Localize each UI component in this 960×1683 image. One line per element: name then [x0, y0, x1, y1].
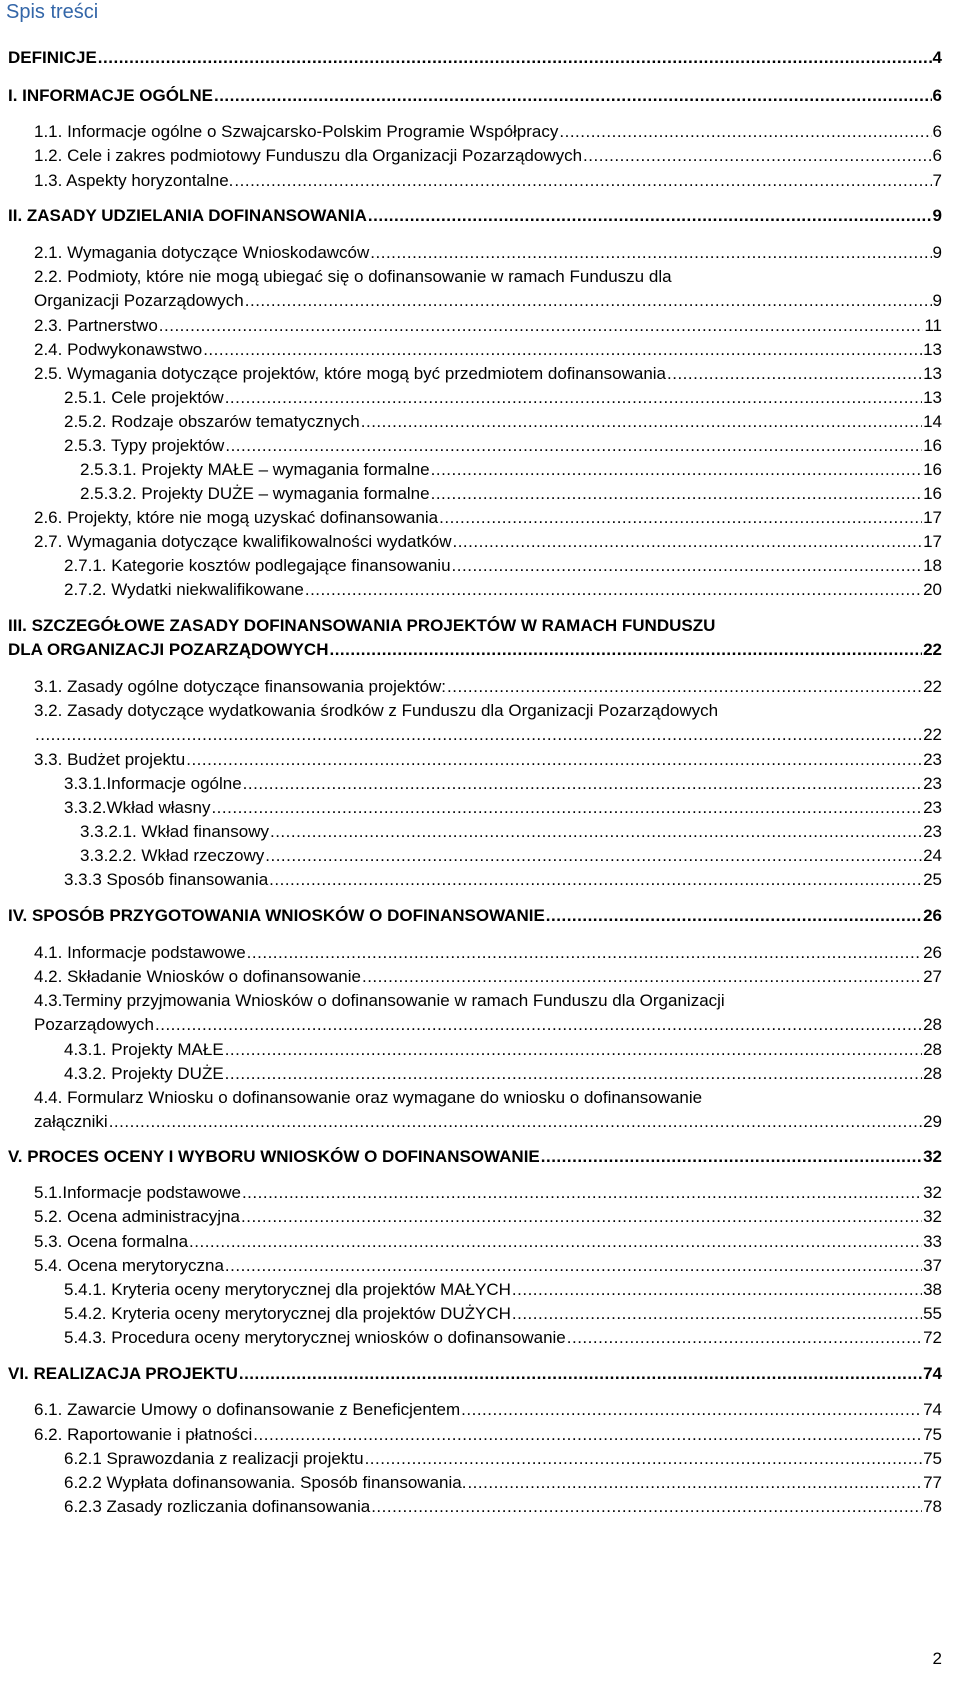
toc-page-number: 22 — [923, 640, 942, 659]
toc-page-number: 28 — [923, 1064, 942, 1083]
dot-leader — [214, 86, 932, 106]
toc-entry-link[interactable] — [34, 146, 942, 166]
toc-entry-link[interactable] — [34, 750, 942, 770]
toc-entry-link[interactable] — [80, 484, 942, 504]
toc-entry-text: załączniki — [34, 1112, 108, 1131]
toc-entry-text: 6.2.1 Sprawozdania z realizacji projektu — [64, 1449, 364, 1468]
toc-entry-link[interactable] — [64, 388, 942, 408]
toc-page-number: 32 — [923, 1183, 942, 1202]
toc-heading: Spis treści — [6, 1, 99, 23]
toc-entry-text: II. ZASADY UDZIELANIA DOFINANSOWANIA — [8, 206, 367, 225]
toc-page-number: 22 — [923, 677, 942, 696]
toc-entry-text: 5.2. Ocena administracyjna — [34, 1207, 240, 1226]
toc-entry-text: 4.3.2. Projekty DUŻE — [64, 1064, 224, 1083]
dot-leader — [305, 580, 922, 600]
toc-entry-link[interactable] — [34, 243, 942, 263]
toc-entry-text: 2.3. Partnerstwo — [34, 316, 158, 335]
toc-entry-text: 1.3. Aspekty horyzontalne. — [34, 171, 234, 190]
toc-page-number: 78 — [923, 1497, 942, 1516]
toc-entry-text: 6.2.3 Zasady rozliczania dofinansowania — [64, 1497, 371, 1516]
toc-entry-link[interactable] — [34, 340, 942, 360]
toc-entry-text: 2.5.1. Cele projektów — [64, 388, 224, 407]
toc-entry-link[interactable] — [64, 798, 942, 818]
dot-leader — [159, 316, 924, 336]
dot-leader — [98, 48, 932, 68]
toc-chapter-link[interactable] — [8, 48, 942, 68]
toc-entry-text: 5.4.1. Kryteria oceny merytorycznej dla projektów MAŁYCH — [64, 1280, 511, 1299]
toc-entry-link[interactable] — [64, 436, 942, 456]
toc-page-number: 11 — [924, 316, 942, 335]
dot-leader — [225, 436, 922, 456]
toc-page-number: 17 — [923, 532, 942, 551]
dot-leader — [467, 1473, 922, 1493]
toc-chapter-link[interactable] — [8, 640, 942, 660]
dot-leader — [225, 1256, 922, 1276]
toc-entry-link[interactable] — [34, 677, 942, 697]
toc-entry-text: 3.1. Zasady ogólne dotyczące finansowania projektów: — [34, 677, 447, 696]
toc-entry-text: 2.4. Podwykonawstwo — [34, 340, 203, 359]
dot-leader — [189, 1232, 922, 1252]
toc-entry-title: 2.2. Podmioty, które nie mogą ubiegać się o dofinansowanie w ramach Funduszu dla — [34, 267, 672, 286]
toc-page-number: 23 — [923, 798, 942, 817]
dot-leader — [362, 967, 922, 987]
toc-entry-link[interactable] — [34, 1207, 942, 1227]
toc-page-number: 20 — [923, 580, 942, 599]
dot-leader — [245, 291, 932, 311]
toc-page-number: 16 — [923, 436, 942, 455]
dot-leader — [368, 206, 932, 226]
dot-leader — [365, 1449, 923, 1469]
toc-entry-text: I. INFORMACJE OGÓLNE — [8, 86, 213, 105]
toc-entry-link[interactable] — [34, 1256, 942, 1276]
dot-leader — [461, 1400, 922, 1420]
dot-leader — [329, 640, 922, 660]
toc-page-number: 22 — [923, 725, 942, 744]
dot-leader — [447, 677, 922, 697]
dot-leader — [234, 171, 931, 191]
dot-leader — [270, 822, 922, 842]
toc-entry-text: 2.7.1. Kategorie kosztów podlegające finansowaniu — [64, 556, 451, 575]
toc-entry-link[interactable] — [34, 122, 942, 142]
dot-leader — [265, 846, 922, 866]
toc-entry-text: V. PROCES OCENY I WYBORU WNIOSKÓW O DOFINANSOWANIE — [8, 1147, 540, 1166]
toc-entry-text: 3.3.1.Informacje ogólne — [64, 774, 242, 793]
toc-entry-link[interactable] — [34, 171, 942, 191]
toc-entry-text: 3.3.3 Sposób finansowania — [64, 870, 269, 889]
toc-entry-text: 4.1. Informacje podstawowe — [34, 943, 246, 962]
dot-leader — [35, 725, 922, 745]
dot-leader — [239, 1364, 922, 1384]
toc-entry-link[interactable] — [80, 846, 942, 866]
dot-leader — [361, 412, 922, 432]
toc-entry-text: 3.3.2.Wkład własny — [64, 798, 211, 817]
toc-chapter-link[interactable] — [8, 1147, 942, 1167]
toc-page-number: 13 — [923, 364, 942, 383]
toc-page-number: 13 — [923, 340, 942, 359]
toc-page-number: 74 — [923, 1400, 942, 1419]
toc-entry-text: 3.3. Budżet projektu — [34, 750, 186, 769]
toc-entry-link[interactable] — [80, 822, 942, 842]
dot-leader — [431, 484, 922, 504]
toc-entry-link[interactable] — [64, 1328, 942, 1348]
dot-leader — [242, 1183, 922, 1203]
dot-leader — [370, 243, 931, 263]
toc-entry-title: 4.4. Formularz Wniosku o dofinansowanie oraz wymagane do wniosku o dofinansowanie — [34, 1088, 703, 1107]
dot-leader — [541, 1147, 922, 1167]
toc-entry-text: 5.4.2. Kryteria oceny merytorycznej dla projektów DUŻYCH — [64, 1304, 511, 1323]
toc-page-number: 14 — [923, 412, 942, 431]
toc-page-number: 6 — [932, 122, 942, 141]
toc-entry-text: Organizacji Pozarządowych — [34, 291, 244, 310]
toc-entry-text: 4.3.1. Projekty MAŁE — [64, 1040, 224, 1059]
toc-page-number: 4 — [932, 48, 942, 67]
toc-entry-link[interactable] — [34, 532, 942, 552]
dot-leader — [512, 1304, 922, 1324]
toc-entry-link[interactable] — [64, 870, 942, 890]
toc-entry-link[interactable] — [64, 580, 942, 600]
toc-entry-text: 2.5.2. Rodzaje obszarów tematycznych — [64, 412, 360, 431]
dot-leader — [247, 943, 922, 963]
toc-chapter-link[interactable] — [8, 206, 942, 226]
toc-entry-link[interactable] — [64, 1064, 942, 1084]
toc-entry-text: VI. REALIZACJA PROJEKTU — [8, 1364, 238, 1383]
toc-page-number: 24 — [923, 846, 942, 865]
toc-entry-title: 4.3.Terminy przyjmowania Wniosków o dofinansowanie w ramach Funduszu dla Organizacji — [34, 991, 725, 1010]
dot-leader — [225, 1064, 922, 1084]
toc-entry-text: 6.2. Raportowanie i płatności — [34, 1425, 253, 1444]
toc-page-number: 28 — [923, 1040, 942, 1059]
toc-page-number: 26 — [923, 943, 942, 962]
toc-page-number: 32 — [923, 1207, 942, 1226]
toc-entry-link[interactable] — [34, 508, 942, 528]
toc-page-number: 17 — [923, 508, 942, 527]
toc-entry-text: DEFINICJE — [8, 48, 97, 67]
toc-page-number: 29 — [923, 1112, 942, 1131]
dot-leader — [559, 122, 931, 142]
toc-entry-text: 2.5.3.2. Projekty DUŻE – wymagania formalne — [80, 484, 430, 503]
toc-page-number: 18 — [923, 556, 942, 575]
toc-page-number: 23 — [923, 750, 942, 769]
toc-page-number: 75 — [923, 1449, 942, 1468]
dot-leader — [253, 1425, 922, 1445]
toc-entry-link[interactable] — [80, 460, 942, 480]
dot-leader — [225, 1040, 922, 1060]
toc-entry-text: 3.3.2.1. Wkład finansowy — [80, 822, 269, 841]
toc-page-number: 75 — [923, 1425, 942, 1444]
toc-entry-text: 2.5.3.1. Projekty MAŁE – wymagania formalne — [80, 460, 430, 479]
toc-entry-link[interactable] — [34, 725, 942, 745]
toc-entry-title: III. SZCZEGÓŁOWE ZASADY DOFINANSOWANIA PROJEKTÓW W RAMACH FUNDUSZU — [8, 616, 716, 635]
toc-entry-text: 2.1. Wymagania dotyczące Wnioskodawców — [34, 243, 370, 262]
toc-entry-text: 2.5. Wymagania dotyczące projektów, które mogą być przedmiotem dofinansowania — [34, 364, 667, 383]
dot-leader — [211, 798, 922, 818]
toc-page-number: 28 — [923, 1015, 942, 1034]
toc-entry-text: 5.3. Ocena formalna — [34, 1232, 189, 1251]
toc-page-number: 13 — [923, 388, 942, 407]
toc-entry-link[interactable] — [64, 1473, 942, 1493]
toc-page-number: 55 — [923, 1304, 942, 1323]
dot-leader — [431, 460, 922, 480]
toc-page-number: 9 — [932, 243, 942, 262]
toc-entry-text: 4.2. Składanie Wniosków o dofinansowanie — [34, 967, 361, 986]
dot-leader — [241, 1207, 922, 1227]
toc-entry-text: 6.2.2 Wypłata dofinansowania. Sposób finansowania. — [64, 1473, 467, 1492]
dot-leader — [371, 1497, 922, 1517]
dot-leader — [667, 364, 922, 384]
toc-page-number: 9 — [932, 206, 942, 225]
dot-leader — [203, 340, 922, 360]
toc-entry-link[interactable] — [34, 291, 942, 311]
dot-leader — [567, 1328, 922, 1348]
toc-entry-link[interactable] — [34, 967, 942, 987]
toc-page-number: 6 — [932, 146, 942, 165]
toc-chapter-link[interactable] — [8, 86, 942, 106]
toc-entry-text: 1.2. Cele i zakres podmiotowy Funduszu dla Organizacji Pozarządowych — [34, 146, 583, 165]
toc-entry-text: 5.4.3. Procedura oceny merytorycznej wniosków o dofinansowanie — [64, 1328, 566, 1347]
toc-entry-text: 1.1. Informacje ogólne o Szwajcarsko-Polskim Programie Współpracy — [34, 122, 559, 141]
dot-leader — [439, 508, 922, 528]
toc-entry-text: 5.1.Informacje podstawowe — [34, 1183, 241, 1202]
dot-leader — [452, 532, 922, 552]
toc-entry-text: 6.1. Zawarcie Umowy o dofinansowanie z Beneficjentem — [34, 1400, 461, 1419]
dot-leader — [546, 906, 922, 926]
toc-entry-link[interactable] — [64, 1304, 942, 1324]
toc-entry-link[interactable] — [64, 1040, 942, 1060]
toc-page-number: 72 — [923, 1328, 942, 1347]
page-number: 2 — [932, 1649, 942, 1668]
toc-entry-text: Pozarządowych — [34, 1015, 155, 1034]
toc-entry-link[interactable] — [64, 1449, 942, 1469]
toc-page-number: 37 — [923, 1256, 942, 1275]
toc-page-number: 33 — [923, 1232, 942, 1251]
dot-leader — [225, 388, 922, 408]
toc-entry-link[interactable] — [64, 1280, 942, 1300]
toc-entry-link[interactable] — [34, 1183, 942, 1203]
toc-entry-link[interactable] — [34, 1112, 942, 1132]
toc-chapter-link[interactable] — [8, 1364, 942, 1384]
toc-entry-text: 2.7.2. Wydatki niekwalifikowane — [64, 580, 304, 599]
toc-entry-link[interactable] — [64, 412, 942, 432]
dot-leader — [109, 1112, 922, 1132]
toc-page-number: 27 — [923, 967, 942, 986]
toc-page-number: 7 — [932, 171, 942, 190]
dot-leader — [583, 146, 931, 166]
toc-entry-link[interactable] — [64, 1497, 942, 1517]
toc-page-number: 25 — [923, 870, 942, 889]
dot-leader — [186, 750, 922, 770]
toc-entry-text: 2.5.3. Typy projektów — [64, 436, 225, 455]
toc-entry-text: 2.7. Wymagania dotyczące kwalifikowalności wydatków — [34, 532, 452, 551]
toc-entry-text: IV. SPOSÓB PRZYGOTOWANIA WNIOSKÓW O DOFINANSOWANIE — [8, 906, 545, 925]
toc-entry-link[interactable] — [34, 1425, 942, 1445]
dot-leader — [269, 870, 922, 890]
toc-page-number: 16 — [923, 484, 942, 503]
toc-entry-link[interactable] — [64, 774, 942, 794]
toc-entry-link[interactable] — [34, 316, 942, 336]
dot-leader — [452, 556, 923, 576]
toc-entry-title: 3.2. Zasady dotyczące wydatkowania środków z Funduszu dla Organizacji Pozarządowych — [34, 701, 719, 720]
toc-page-number: 74 — [923, 1364, 942, 1383]
toc-page-number: 23 — [923, 822, 942, 841]
toc-entry-text: 5.4. Ocena merytoryczna — [34, 1256, 224, 1275]
toc-page-number: 6 — [932, 86, 942, 105]
toc-entry-link[interactable] — [34, 1015, 942, 1035]
toc-entry-link[interactable] — [64, 556, 942, 576]
dot-leader — [243, 774, 922, 794]
toc-entry-link[interactable] — [34, 364, 942, 384]
dot-leader — [155, 1015, 922, 1035]
toc-chapter-link[interactable] — [8, 906, 942, 926]
toc-page-number: 26 — [923, 906, 942, 925]
toc-entry-link[interactable] — [34, 1400, 942, 1420]
toc-entry-link[interactable] — [34, 943, 942, 963]
dot-leader — [512, 1280, 922, 1300]
toc-entry-text: 3.3.2.2. Wkład rzeczowy — [80, 846, 265, 865]
toc-page-number: 38 — [923, 1280, 942, 1299]
toc-page-number: 16 — [923, 460, 942, 479]
toc-entry-text: DLA ORGANIZACJI POZARZĄDOWYCH — [8, 640, 329, 659]
toc-page-number: 23 — [923, 774, 942, 793]
toc-entry-link[interactable] — [34, 1232, 942, 1252]
toc-page-number: 32 — [923, 1147, 942, 1166]
toc-page-number: 9 — [932, 291, 942, 310]
toc-page-number: 77 — [923, 1473, 942, 1492]
toc-entry-text: 2.6. Projekty, które nie mogą uzyskać dofinansowania — [34, 508, 439, 527]
